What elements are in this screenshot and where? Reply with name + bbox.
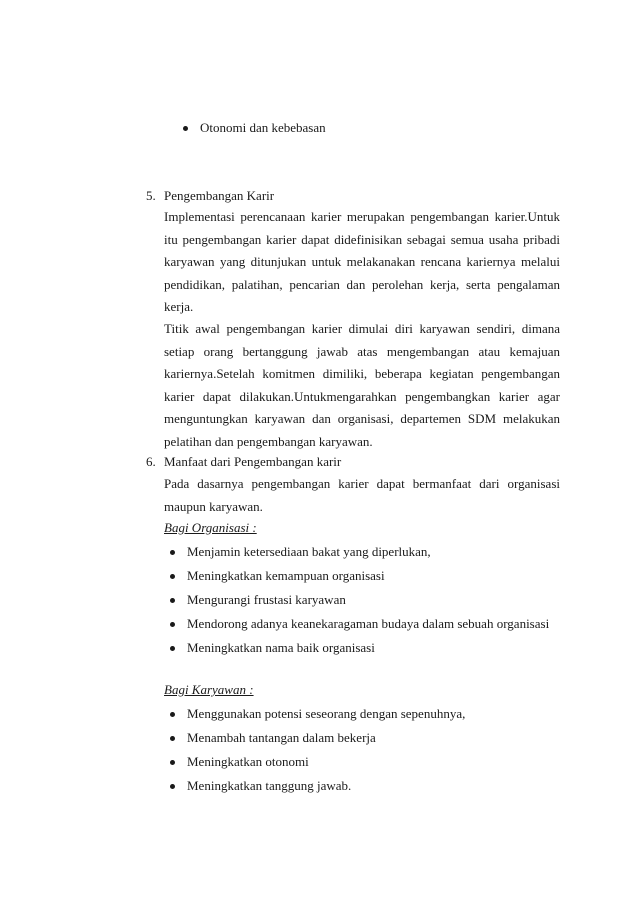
paragraph-line: Titik awal pengembangan karier dimulai diri karyawan sendiri, dimana xyxy=(164,321,560,336)
bullet-icon xyxy=(170,784,175,789)
list-item xyxy=(170,542,431,562)
paragraph-line: maupun karyawan. xyxy=(164,498,263,514)
section-5-paragraph-1 xyxy=(164,206,560,319)
bullet-icon xyxy=(170,736,175,741)
paragraph-line: karyawan yang ditunjukan untuk melakanakan rencana kariernya melalui xyxy=(164,254,560,269)
bullet-icon xyxy=(170,712,175,717)
list-item-text: Meningkatkan tanggung jawab. xyxy=(187,778,352,793)
list-item xyxy=(170,704,465,724)
section-6-paragraph xyxy=(164,473,560,518)
bullet-icon xyxy=(170,574,175,579)
bullet-icon xyxy=(170,646,175,651)
paragraph-line: Pada dasarnya pengembangan karier dapat bermanfaat dari organisasi xyxy=(164,476,560,491)
paragraph-line: Implementasi perencanaan karier merupakan pengembangan karier.Untuk xyxy=(164,209,560,224)
employee-benefits-heading: Bagi Karyawan : xyxy=(164,682,254,697)
list-item xyxy=(170,638,375,658)
paragraph-line: menguntungkan karyawan dan organisasi, departemen SDM melakukan xyxy=(164,411,560,426)
list-item-text: Mengurangi frustasi karyawan xyxy=(187,592,346,607)
top-bullet-text: Otonomi dan kebebasan xyxy=(200,120,326,135)
list-item-text: Menambah tantangan dalam bekerja xyxy=(187,730,376,745)
org-benefits-heading: Bagi Organisasi : xyxy=(164,520,257,535)
section-6-heading xyxy=(146,452,341,472)
list-item xyxy=(170,566,385,586)
bullet-icon xyxy=(170,760,175,765)
paragraph-line: kerja. xyxy=(164,299,194,314)
paragraph-line: pendidikan, palatihan, pencarian dan perolehan kerja, serta pengalaman xyxy=(164,276,560,292)
list-item xyxy=(170,752,309,772)
paragraph-line: kariernya.Setelah komitmen dimiliki, beberapa kegiatan pengembangan xyxy=(164,366,560,381)
bullet-icon xyxy=(170,598,175,603)
list-item-text: Meningkatkan nama baik organisasi xyxy=(187,640,375,655)
list-item xyxy=(170,590,346,610)
section-6-number: 6. xyxy=(146,454,156,469)
list-item-text: Menggunakan potensi seseorang dengan sepenuhnya, xyxy=(187,706,466,721)
list-item-text: Mendorong adanya keanekaragaman budaya dalam sebuah organisasi xyxy=(187,616,550,631)
bullet-icon xyxy=(170,622,175,627)
list-item xyxy=(170,776,351,796)
section-5-paragraph-2 xyxy=(164,318,560,453)
bullet-icon xyxy=(183,126,188,131)
paragraph-line: itu pengembangan karier dapat didefinisikan sebagai semua usaha pribadi xyxy=(164,231,560,247)
list-item xyxy=(170,728,376,748)
section-5-title: Pengembangan Karir xyxy=(164,188,275,203)
list-item-text: Meningkatkan otonomi xyxy=(187,754,309,769)
section-5-heading xyxy=(146,186,274,206)
paragraph-line: karier dapat dilakukan.Untukmengarahkan pengembangkan karier agar xyxy=(164,388,560,404)
list-item xyxy=(170,614,549,634)
bullet-icon xyxy=(170,550,175,555)
paragraph-line: pelatihan dan pengembangan karyawan. xyxy=(164,433,373,449)
paragraph-line: setiap orang bertanggung jawab atas mengembangan atau kemajuan xyxy=(164,343,560,359)
top-bullet-item xyxy=(183,118,326,138)
list-item-text: Menjamin ketersediaan bakat yang diperlukan, xyxy=(187,544,431,559)
section-5-number: 5. xyxy=(146,188,156,203)
list-item-text: Meningkatkan kemampuan organisasi xyxy=(187,568,385,583)
section-6-title: Manfaat dari Pengembangan karir xyxy=(164,454,342,469)
